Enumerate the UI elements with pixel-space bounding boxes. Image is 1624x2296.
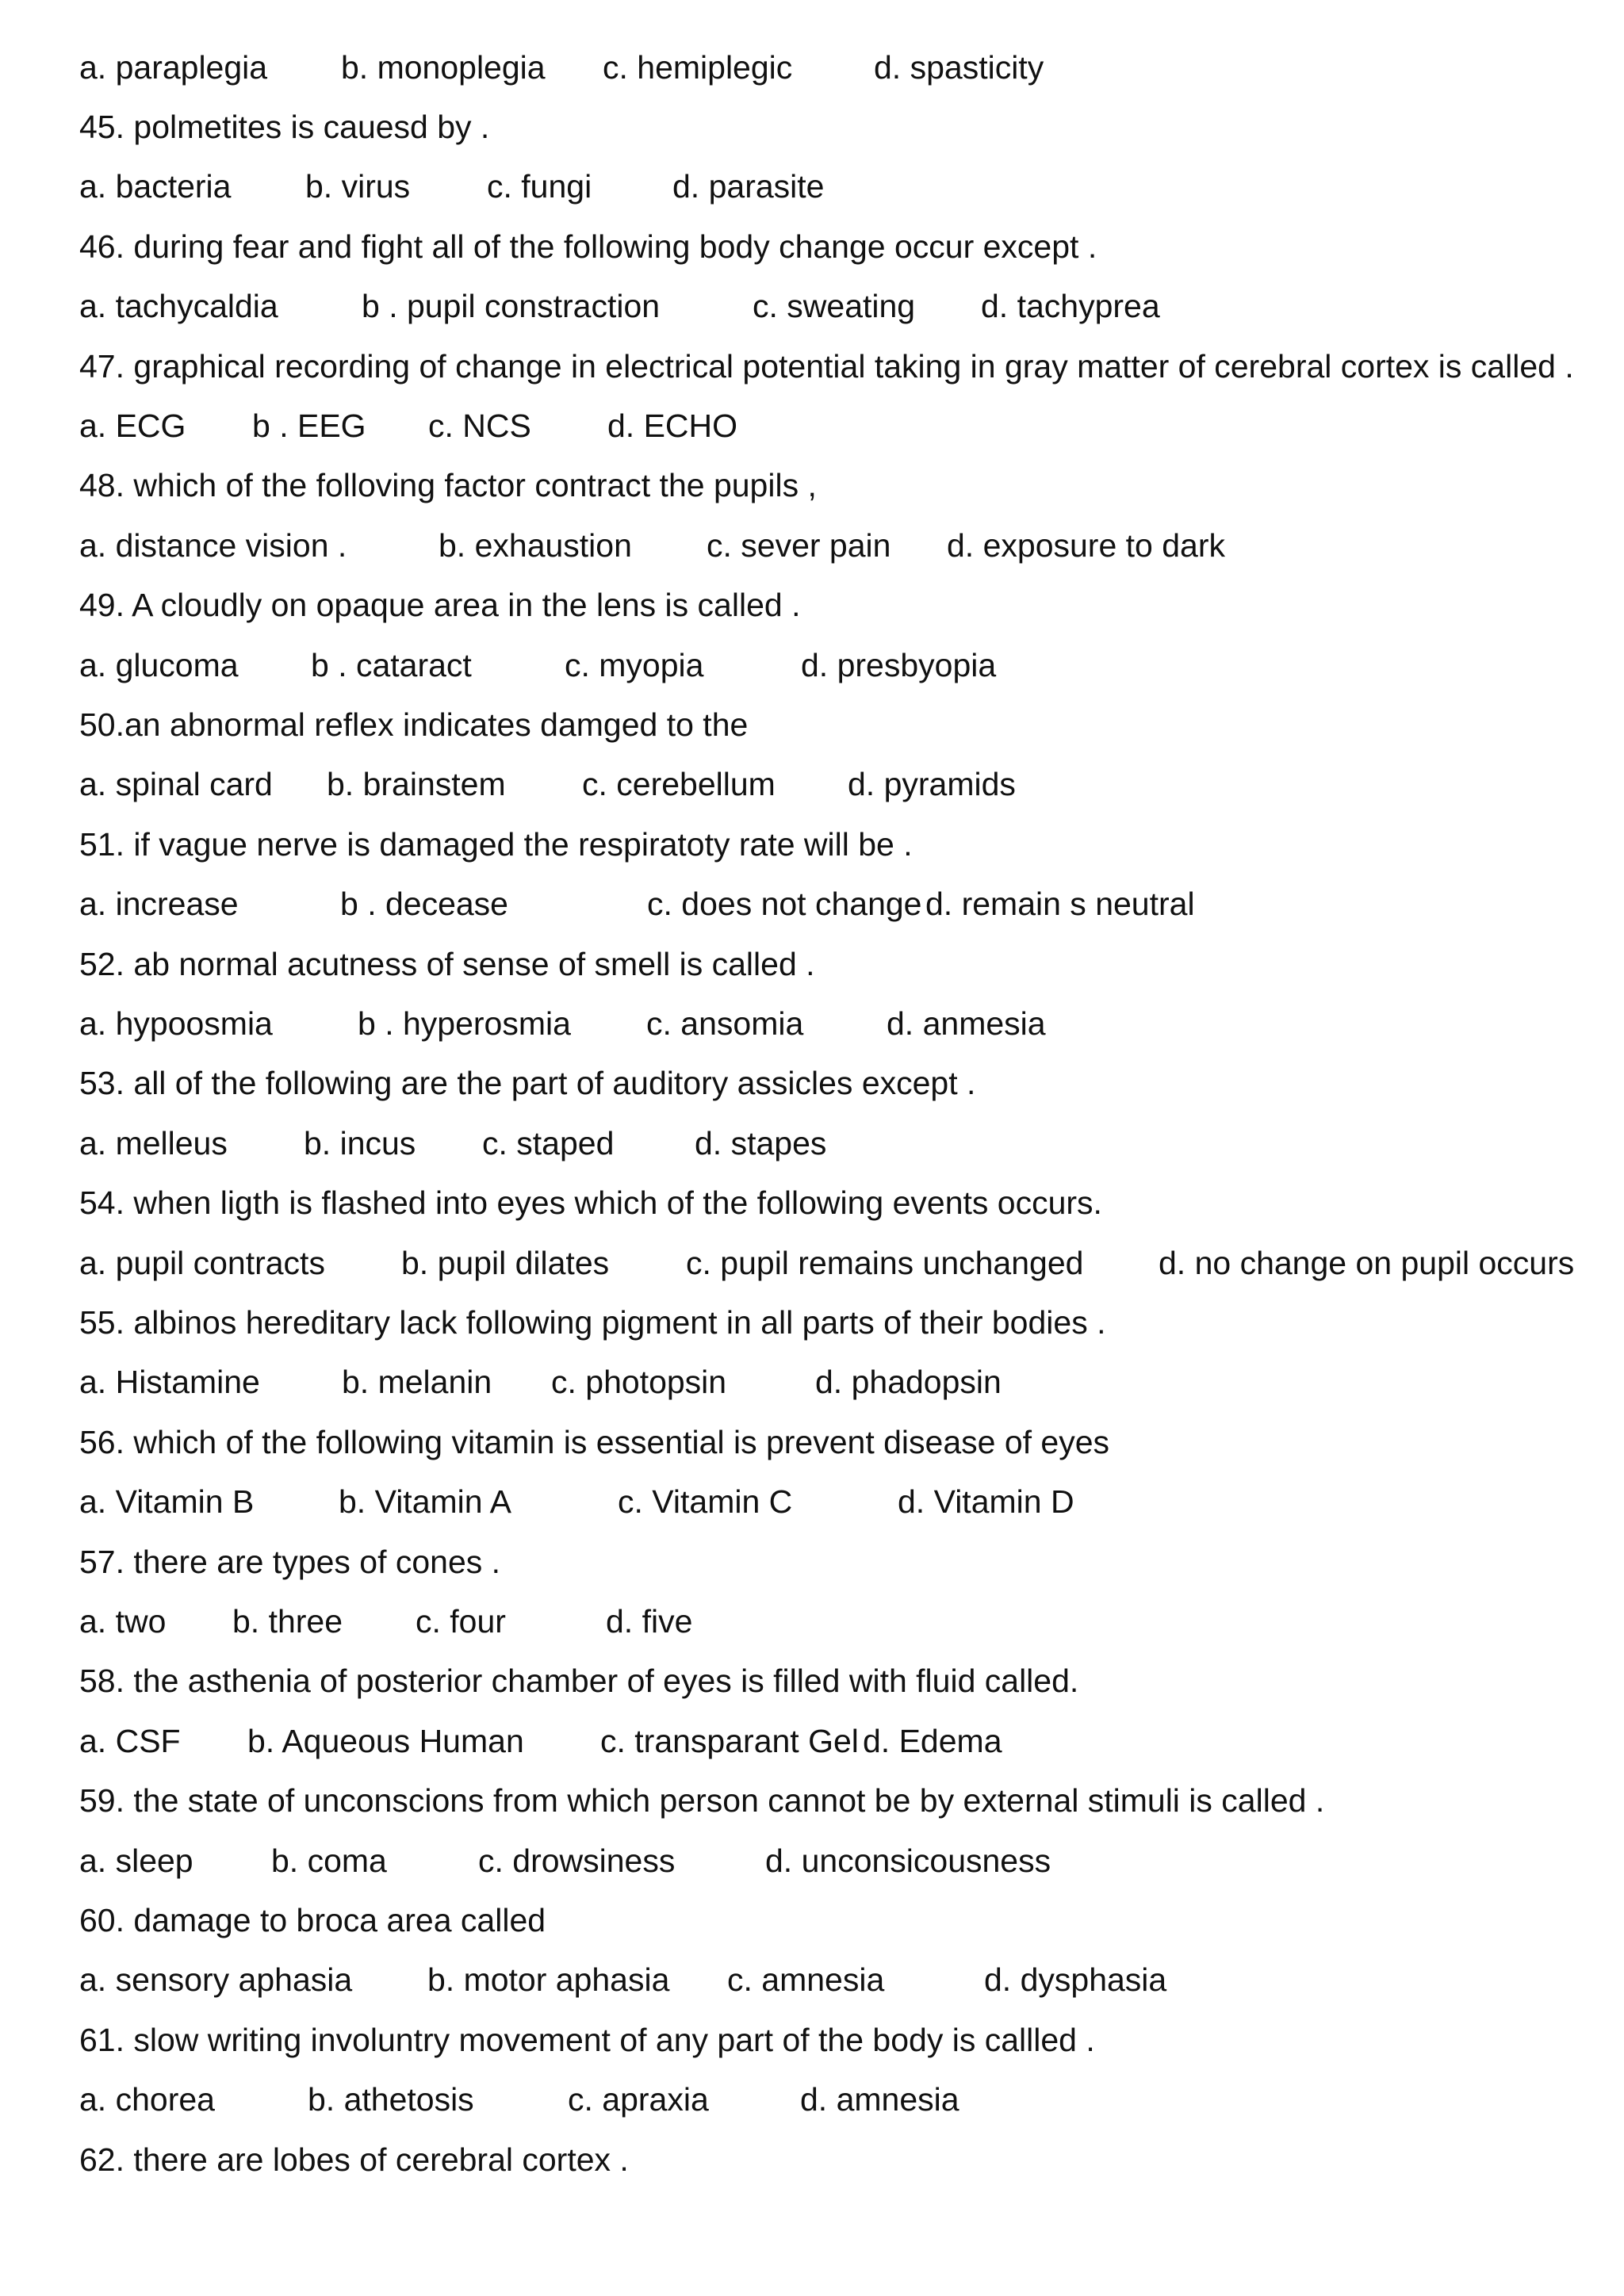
answer-option: a. hypoosmia	[79, 1004, 273, 1042]
answer-option: c. sever pain	[707, 526, 891, 564]
answer-option: c. myopia	[565, 646, 704, 683]
answer-option: a. paraplegia	[79, 48, 268, 86]
answer-option: a. two	[79, 1602, 167, 1640]
answer-option: a. ECG	[79, 407, 186, 444]
answer-options	[79, 874, 1586, 935]
answer-option: d. spasticity	[874, 48, 1044, 86]
question-text	[79, 2130, 629, 2190]
answer-option: b. incus	[304, 1124, 416, 1161]
answer-options	[79, 1591, 1586, 1651]
answer-option: c. Vitamin C	[618, 1483, 793, 1521]
answer-option: b. coma	[271, 1842, 387, 1879]
answer-option: a. glucoma	[79, 646, 239, 683]
answer-options	[79, 2070, 1586, 2130]
question-label: 58. the asthenia of posterior chamber of eyes is filled with fluid called.	[79, 1663, 1079, 1700]
answer-options	[79, 515, 1586, 576]
answer-option: b . hyperosmia	[358, 1004, 571, 1042]
answer-option: c. pupil remains unchanged	[686, 1244, 1084, 1281]
answer-option: b. monoplegia	[341, 48, 546, 86]
question-text	[79, 695, 748, 755]
answer-option: d. exposure to dark	[947, 526, 1225, 564]
answer-option: b. melanin	[342, 1364, 492, 1401]
answer-option: c. drowsiness	[478, 1842, 676, 1879]
answer-option: a. distance vision .	[79, 526, 347, 564]
answer-option: d. ECHO	[607, 407, 738, 444]
answer-option: c. apraxia	[568, 2081, 709, 2118]
answer-option: b . decease	[340, 886, 508, 923]
question-label: 55. albinos hereditary lack following pigment in all parts of their bodies .	[79, 1303, 1106, 1341]
answer-option: b. Aqueous Human	[247, 1722, 524, 1759]
answer-option: d. parasite	[672, 168, 825, 205]
answer-options	[79, 755, 1586, 815]
answer-option: b . pupil constraction	[362, 288, 661, 325]
answer-options	[79, 1233, 1586, 1293]
question-label: 56. which of the following vitamin is essential is prevent disease of eyes	[79, 1423, 1110, 1460]
answer-option: c. ansomia	[646, 1004, 804, 1042]
answer-option: a. sensory aphasia	[79, 1961, 353, 1999]
question-text	[79, 216, 1097, 277]
answer-option: d. unconsicousness	[765, 1842, 1051, 1879]
question-label: 62. there are lobes of cerebral cortex .	[79, 2141, 629, 2178]
answer-option: d. presbyopia	[801, 646, 997, 683]
answer-option: a. bacteria	[79, 168, 232, 205]
question-label: 48. which of the folloving factor contract the pupils ,	[79, 467, 817, 504]
question-label: 49. A cloudly on opaque area in the lens is called .	[79, 587, 801, 624]
answer-options	[79, 1950, 1586, 2011]
answer-option: d. Edema	[863, 1722, 1002, 1759]
question-text	[79, 814, 913, 874]
answer-option: d. phadopsin	[815, 1364, 1002, 1401]
question-label: 50.an abnormal reflex indicates damged to the	[79, 706, 749, 743]
answer-option: c. does not change	[647, 886, 922, 923]
answer-option: c. photopsin	[551, 1364, 727, 1401]
answer-option: d. Vitamin D	[898, 1483, 1074, 1521]
answer-option: d. pyramids	[848, 766, 1016, 803]
answer-option: b. motor aphasia	[427, 1961, 670, 1999]
answer-option: c. fungi	[487, 168, 592, 205]
question-text	[79, 1292, 1105, 1353]
answer-options	[79, 1353, 1586, 1413]
answer-option: a. spinal card	[79, 766, 273, 803]
answer-option: a. CSF	[79, 1722, 181, 1759]
answer-option: a. sleep	[79, 1842, 193, 1879]
answer-options	[79, 157, 1586, 217]
answer-option: b. athetosis	[308, 2081, 474, 2118]
question-text	[79, 2010, 1095, 2070]
answer-option: b. virus	[305, 168, 411, 205]
answer-option: b. pupil dilates	[401, 1244, 610, 1281]
answer-options	[79, 1831, 1586, 1891]
question-label: 60. damage to broca area called	[79, 1901, 546, 1938]
question-text	[79, 1771, 1324, 1831]
answer-option: d. anmesia	[887, 1004, 1046, 1042]
answer-options	[79, 1472, 1586, 1533]
answer-option: a. melleus	[79, 1124, 228, 1161]
question-label: 46. during fear and fight all of the following body change occur except .	[79, 228, 1097, 265]
question-label: 45. polmetites is cauesd by .	[79, 108, 490, 145]
question-text	[79, 1173, 1102, 1234]
answer-option: c. cerebellum	[582, 766, 776, 803]
question-label: 47. graphical recording of change in electrical potential taking in gray matter of cerebral cortex is called .	[79, 347, 1574, 385]
answer-option: a. chorea	[79, 2081, 215, 2118]
answer-option: d. stapes	[695, 1124, 827, 1161]
answer-option: c. staped	[482, 1124, 615, 1161]
question-label: 61. slow writing involuntry movement of any part of the body is callled .	[79, 2021, 1095, 2058]
answer-option: b . cataract	[311, 646, 472, 683]
question-label: 57. there are types of cones .	[79, 1543, 501, 1580]
answer-option: b . EEG	[252, 407, 366, 444]
answer-option: b. Vitamin A	[339, 1483, 512, 1521]
question-text	[79, 1890, 546, 1950]
answer-option: d. remain s neutral	[925, 886, 1195, 923]
answer-option: a. Vitamin B	[79, 1483, 255, 1521]
answer-options	[79, 1711, 1586, 1771]
question-label: 54. when ligth is flashed into eyes which of the following events occurs.	[79, 1184, 1102, 1222]
answer-option: d. amnesia	[800, 2081, 959, 2118]
answer-option: a. pupil contracts	[79, 1244, 325, 1281]
answer-option: d. five	[606, 1602, 693, 1640]
question-label: 53. all of the following are the part of auditory assicles except .	[79, 1065, 976, 1102]
answer-option: c. four	[416, 1602, 506, 1640]
answer-option: b. exhaustion	[439, 526, 632, 564]
answer-option: d. tachyprea	[981, 288, 1160, 325]
question-text	[79, 1054, 975, 1114]
answer-option: a. Histamine	[79, 1364, 260, 1401]
question-text	[79, 576, 800, 636]
answer-options	[79, 396, 1586, 456]
answer-option: b. brainstem	[327, 766, 506, 803]
question-text	[79, 1532, 500, 1592]
question-label: 52. ab normal acutness of sense of smell is called .	[79, 945, 815, 982]
question-text	[79, 934, 815, 994]
answer-option: c. NCS	[428, 407, 531, 444]
question-text	[79, 97, 489, 157]
question-text	[79, 1412, 1109, 1472]
answer-option: c. hemiplegic	[603, 48, 793, 86]
answer-options	[79, 37, 1586, 98]
answer-option: d. no change on pupil occurs	[1159, 1244, 1575, 1281]
answer-option: a. increase	[79, 886, 239, 923]
question-label: 59. the state of unconscions from which person cannot be by external stimuli is called .	[79, 1782, 1325, 1820]
answer-option: c. amnesia	[727, 1961, 885, 1999]
answer-option: b. three	[232, 1602, 343, 1640]
answer-option: c. sweating	[753, 288, 916, 325]
answer-options	[79, 993, 1586, 1054]
question-label: 51. if vague nerve is damaged the respiratoty rate will be .	[79, 825, 913, 863]
answer-option: a. tachycaldia	[79, 288, 278, 325]
question-text	[79, 336, 1574, 396]
question-text	[79, 456, 817, 516]
answer-options	[79, 635, 1586, 695]
answer-option: d. dysphasia	[984, 1961, 1167, 1999]
answer-options	[79, 1113, 1586, 1173]
answer-option: c. transparant Gel	[600, 1722, 859, 1759]
answer-options	[79, 277, 1586, 337]
question-text	[79, 1651, 1078, 1712]
